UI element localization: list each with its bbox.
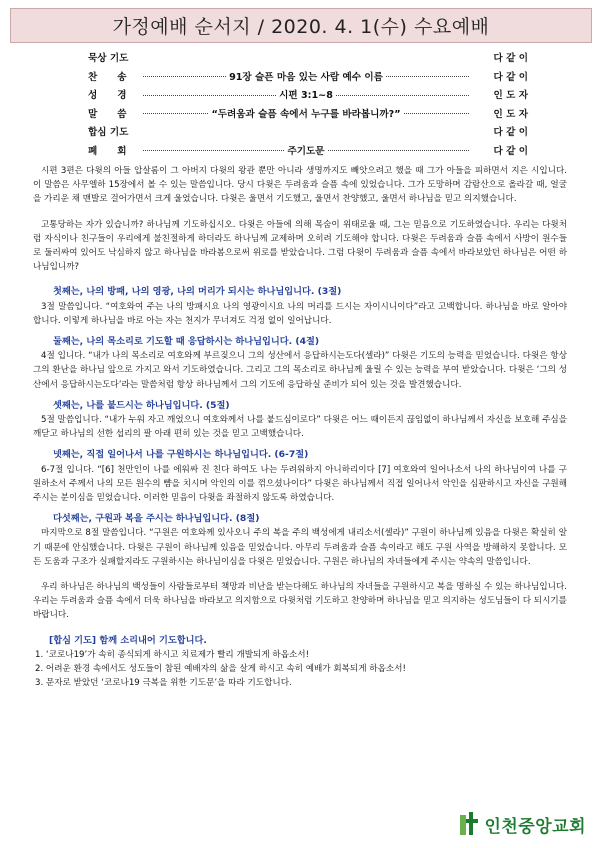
order-row-scripture (88, 85, 528, 104)
worship-order (88, 48, 528, 159)
order-content: 시편 3:1~8 (279, 90, 333, 102)
prayer-item: 3. 문자로 받았던 ‘코로나19 극복을 위한 기도문’을 따라 기도합니다. (35, 678, 292, 689)
order-performer: 다 같 이 (493, 145, 528, 157)
order-performer: 다 같 이 (493, 53, 528, 65)
point-text: 마지막으로 8절 말씀입니다. “구원은 여호와께 있사오니 주의 복을 주의 백성에게 내리소서(셀라)” 구원이 하나님께 있음을 다윗은 확실히 알기 때문에 안심했습니다. 다윗은 구원이 하나님께 있음을 믿었습니다. 아무리 두려움과 슬픔 속이라고 해도 구원 사역을 방해하지 못합니다. 모든 도움과 구조가 실패할지라도 구원하시는 하나님이심을 다윗은 믿었습니다. 구원은 하나님의 자녀들에게 주시는 약속의 말씀입니다. (33, 528, 567, 567)
order-performer: 다 같 이 (493, 127, 528, 139)
point-heading: 다섯째는, 구원과 복을 주시는 하나님입니다. (8절) (53, 513, 260, 525)
order-performer: 인 도 자 (493, 90, 528, 102)
dotted-leader (143, 76, 226, 77)
point-text: 4절 입니다. “내가 나의 목소리로 여호와께 부르짖으니 그의 성산에서 응답하시는도다(셀라)” 다윗은 기도의 능력을 믿었습니다. 다윗은 항상 그의 환난을 하나님 앞으로 가지고 와서 기도하였습니다. 그리고 그의 목소리로 하나님께 울릴 수 있는 능력을 부여 받았습니다. 다윗은 ‘그의 성산에서 응답하시는도다’라는 말씀처럼 항상 하나님께서 그의 기도에 응답하실 준비가 되어 있는 것을 발견했습니다. (33, 351, 567, 390)
point-text: 6-7절 입니다. “[6] 천만인이 나를 에워싸 진 친다 하여도 나는 두려워하지 아니하리이다 [7] 여호와여 일어나소서 나의 하나님이여 나를 구원하소서 주께서 나의 모든 원수의 뺨을 치시며 악인의 이를 꺾으셨나이다” 다윗은 하나님께서 직접 일어나서 악인을 심판하시고 자신을 구원해 주시는 분이심을 믿었습니다. 이러한 믿음이 다윗을 좌절하지 않도록 하였습니다. (33, 464, 567, 504)
intro-paragraph: 시편 3편은 다윗의 아들 압살롬이 그 아버지 다윗의 왕관 뿐만 아니라 생명까지도 빼앗으려고 했을 때 그가 아들을 피하면서 지은 시입니다. 이 말씀은 사무엘하 15장에서 볼 수 있는 말씀입니다. 당시 다윗은 두려움과 슬픔 속에 있었습니다. 그가 도망하며 감람산으로 올라갈 때, 얼굴을 가리운 채 맨발로 걸어가면서 크게 울었습니다. 다윗은 울면서 기도했고, 울면서 찬양했고, 울면서 하나님을 믿고 의지했습니다. (33, 166, 567, 205)
order-label: 폐 회 (88, 145, 127, 157)
order-label: 찬 송 (88, 71, 127, 83)
order-content: 주기도문 (287, 145, 325, 157)
point-text: 3절 말씀입니다. “여호와여 주는 나의 방패시요 나의 영광이시요 나의 머리를 드시는 자이시니이다”라고 고백합니다. 하나님을 바로 알아야 합니다. 이렇게 하나님을 바로 아는 자는 천지가 무너져도 걱정 없이 일어납니다. (33, 301, 567, 326)
order-content: “두려움과 슬픔 속에서 누구를 바라봅니까?” (211, 108, 401, 120)
church-emblem-icon (458, 811, 480, 837)
order-row-hymn (88, 67, 528, 86)
order-row-sermon (88, 104, 528, 123)
church-logo (458, 808, 586, 840)
order-label: 묵상 기도 (88, 53, 129, 65)
order-label: 말 씀 (88, 108, 127, 120)
point-heading: 넷째는, 직접 일어나서 나를 구원하시는 하나님입니다. (6-7절) (53, 449, 309, 461)
page-title: 가정예배 순서지 / 2020. 4. 1(수) 수요예배 (10, 8, 592, 43)
dotted-leader (404, 113, 469, 114)
dotted-leader (386, 76, 469, 77)
point-heading: 셋째는, 나를 붙드시는 하나님입니다. (5절) (53, 399, 230, 411)
prayer-item: 1. ‘코로나19’가 속히 종식되게 하시고 치료제가 빨리 개발되게 하옵소서! (35, 649, 310, 660)
order-performer: 인 도 자 (493, 108, 528, 120)
intro-paragraph: 고통당하는 자가 있습니까? 하나님께 기도하십시오. 다윗은 아들에 의해 목숨이 위태로울 때, 그는 믿음으로 기도하였습니다. 우리는 다윗처럼 자식이나 친구들이 우리에게 불친절하게 하더라도 하나님께 교제하며 오히려 기도해야 합니다. 다윗은 두려움과 슬픔 속에서 사방이 원수들로 둘러싸여 있어도 낙심하지 않고 하나님을 바라봄으로써 위로를 받았습니다. 그럼 다윗이 두려움과 슬픔 속에서 바라보았던 하나님은 어떤 하나님입니까? (33, 219, 567, 273)
dotted-leader (336, 95, 469, 96)
church-name: 인천중앙교회 (484, 816, 586, 837)
dotted-leader (143, 150, 284, 151)
point-heading: 첫째는, 나의 방패, 나의 영광, 나의 머리가 되시는 하나님입니다. (3절) (53, 286, 342, 298)
order-performer: 다 같 이 (493, 71, 528, 83)
point-heading: 둘째는, 나의 목소리로 기도할 때 응답하시는 하나님입니다. (4절) (53, 336, 320, 348)
order-label: 합심 기도 (88, 127, 129, 139)
dotted-leader (143, 95, 276, 96)
prayer-heading: [합심 기도] 함께 소리내어 기도합니다. (49, 634, 207, 646)
sermon-body (33, 164, 567, 691)
dotted-leader (143, 113, 208, 114)
order-row-closing (88, 141, 528, 160)
order-row-meditation-prayer (88, 48, 528, 67)
prayer-item: 2. 어려운 환경 속에서도 성도들이 참된 예배자의 삶을 살게 하시고 속히 예배가 회복되게 하옵소서! (35, 664, 406, 675)
order-row-unison-prayer (88, 122, 528, 141)
order-label: 성 경 (88, 90, 127, 102)
dotted-leader (328, 150, 469, 151)
order-content: 91장 슬픈 마음 있는 사람 예수 이름 (229, 71, 383, 83)
point-text: 5절 말씀입니다. “내가 누워 자고 깨었으니 여호와께서 나를 붙드심이로다” 다윗은 어느 때이든지 끊임없이 하나님께서 자신을 보호해 주심을 깨닫고 하나님의 선한 섭리의 팔 아래 편히 있는 것을 믿고 고백했습니다. (33, 415, 567, 440)
closing-paragraph: 우리 하나님은 하나님의 백성들이 사람들로부터 책망과 비난을 받는다해도 하나님의 자녀들을 구원하시고 복을 명하실 수 있는 하나님입니다. 우리는 두려움과 슬픔 속에서 더욱 하나님을 바라보고 의지함으로 다윗처럼 기도하고 찬양하며 하나님을 믿고 의지하는 성도님들이 다 되시기를 바랍니다. (33, 582, 567, 621)
